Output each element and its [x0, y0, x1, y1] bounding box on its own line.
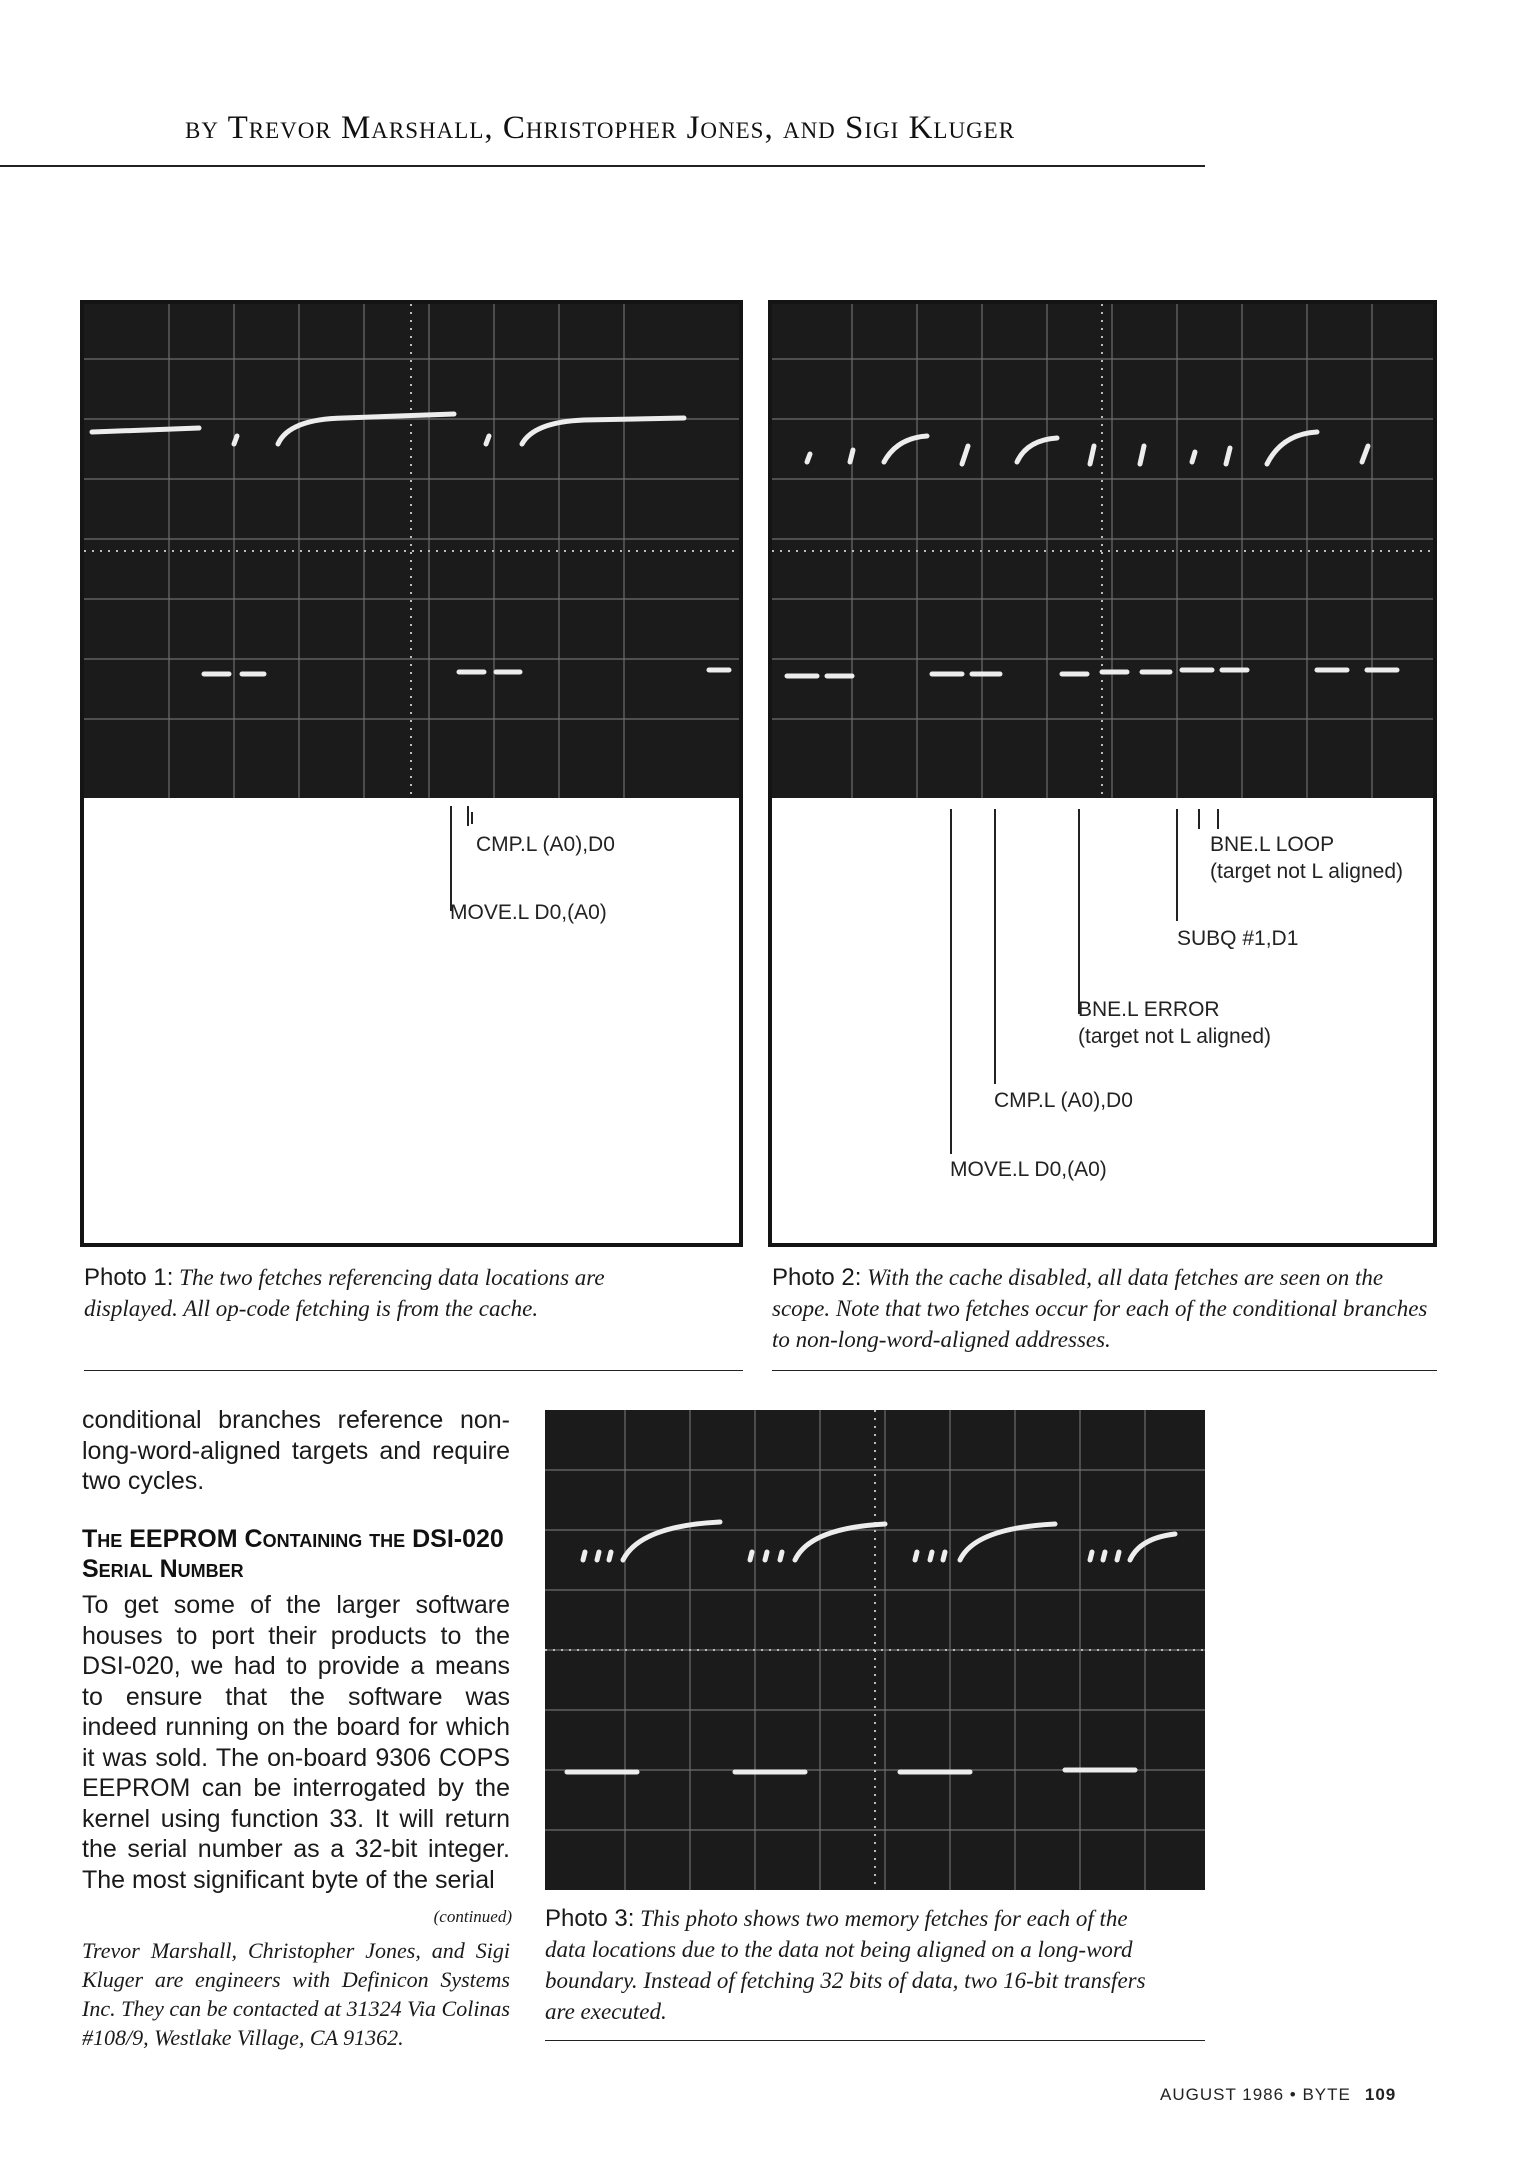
- label-subq: SUBQ #1,D1: [1177, 927, 1299, 950]
- label-cmp: CMP.L (A0),D0: [476, 833, 615, 856]
- page-footer: [1160, 2085, 1440, 2105]
- photo-1-caption: [84, 1262, 684, 1324]
- caption-number: Photo 2:: [772, 1264, 862, 1291]
- byline: by Trevor Marshall, Christopher Jones, and Sigi Kluger: [185, 110, 1016, 146]
- caption-number: Photo 3:: [545, 1905, 635, 1932]
- continued-note: (continued): [433, 1907, 512, 1926]
- oscilloscope-trace-1: [84, 304, 739, 798]
- photo-2-caption: [772, 1262, 1432, 1355]
- label-bne-error: BNE.L ERROR: [1078, 998, 1220, 1021]
- footer-issue: AUGUST 1986 • BYTE: [1160, 2085, 1351, 2104]
- caption-text: This photo shows two memory fetches for each of the data locations due to the data not being aligned on a long-word boundary. Instead of fetching 32 bits of data, two 16-bit transfers are executed.: [545, 1906, 1146, 2024]
- marker-line: [471, 812, 473, 824]
- marker-line: [450, 806, 452, 911]
- label-cmp: CMP.L (A0),D0: [994, 1089, 1133, 1112]
- photo-3-caption: [545, 1903, 1155, 2027]
- caption-rule-3: [545, 2040, 1205, 2041]
- marker-line: [467, 806, 469, 826]
- caption-number: Photo 1:: [84, 1264, 174, 1291]
- oscilloscope-trace-3: [545, 1410, 1205, 1890]
- marker-line: [1176, 809, 1178, 921]
- body-paragraph: To get some of the larger software houses to port their products to the DSI-020, we had to provide a means to ensure that the software was indeed running on the board for which it was sold. The on-board 9306 COPS EEPROM can be interrogated by the kernel using function 33. It will return the serial number as a 32-bit integer. The most significant byte of the serial: [82, 1591, 510, 1894]
- marker-line: [950, 809, 952, 1154]
- label-bne-loop: BNE.L LOOP: [1210, 833, 1335, 856]
- caption-rule-1: [84, 1370, 743, 1371]
- photo-2: [768, 300, 1437, 1247]
- label-move: MOVE.L D0,(A0): [450, 901, 607, 924]
- marker-line: [1078, 809, 1080, 1014]
- body-intro: conditional branches reference non-long-word-aligned targets and require two cycles.: [82, 1406, 510, 1495]
- label-bne-loop-note: (target not L aligned): [1210, 860, 1404, 883]
- author-bio: Trevor Marshall, Christopher Jones, and Sigi Kluger are engineers with Definicon Systems Inc. They can be contacted at 31324 Via Colinas #108/9, Westlake Village, CA 91362.: [82, 1938, 510, 2050]
- caption-rule-2: [772, 1370, 1437, 1371]
- section-heading: The EEPROM Containing the DSI-020 Serial Number: [82, 1525, 504, 1583]
- marker-line: [1217, 809, 1219, 829]
- caption-text: With the cache disabled, all data fetches are seen on the scope. Note that two fetches occur for each of the conditional branches to non-long-word-aligned addresses.: [772, 1265, 1428, 1352]
- marker-line: [994, 809, 996, 1084]
- label-bne-error-note: (target not L aligned): [1078, 1025, 1272, 1048]
- photo-1: [80, 300, 743, 1247]
- label-move: MOVE.L D0,(A0): [950, 1158, 1107, 1181]
- page-number: 109: [1364, 2085, 1397, 2104]
- caption-text: The two fetches referencing data locations are displayed. All op-code fetching is from the cache.: [84, 1265, 605, 1321]
- oscilloscope-trace-2: [772, 304, 1433, 798]
- marker-line: [1198, 809, 1200, 829]
- header-rule: [0, 165, 1205, 167]
